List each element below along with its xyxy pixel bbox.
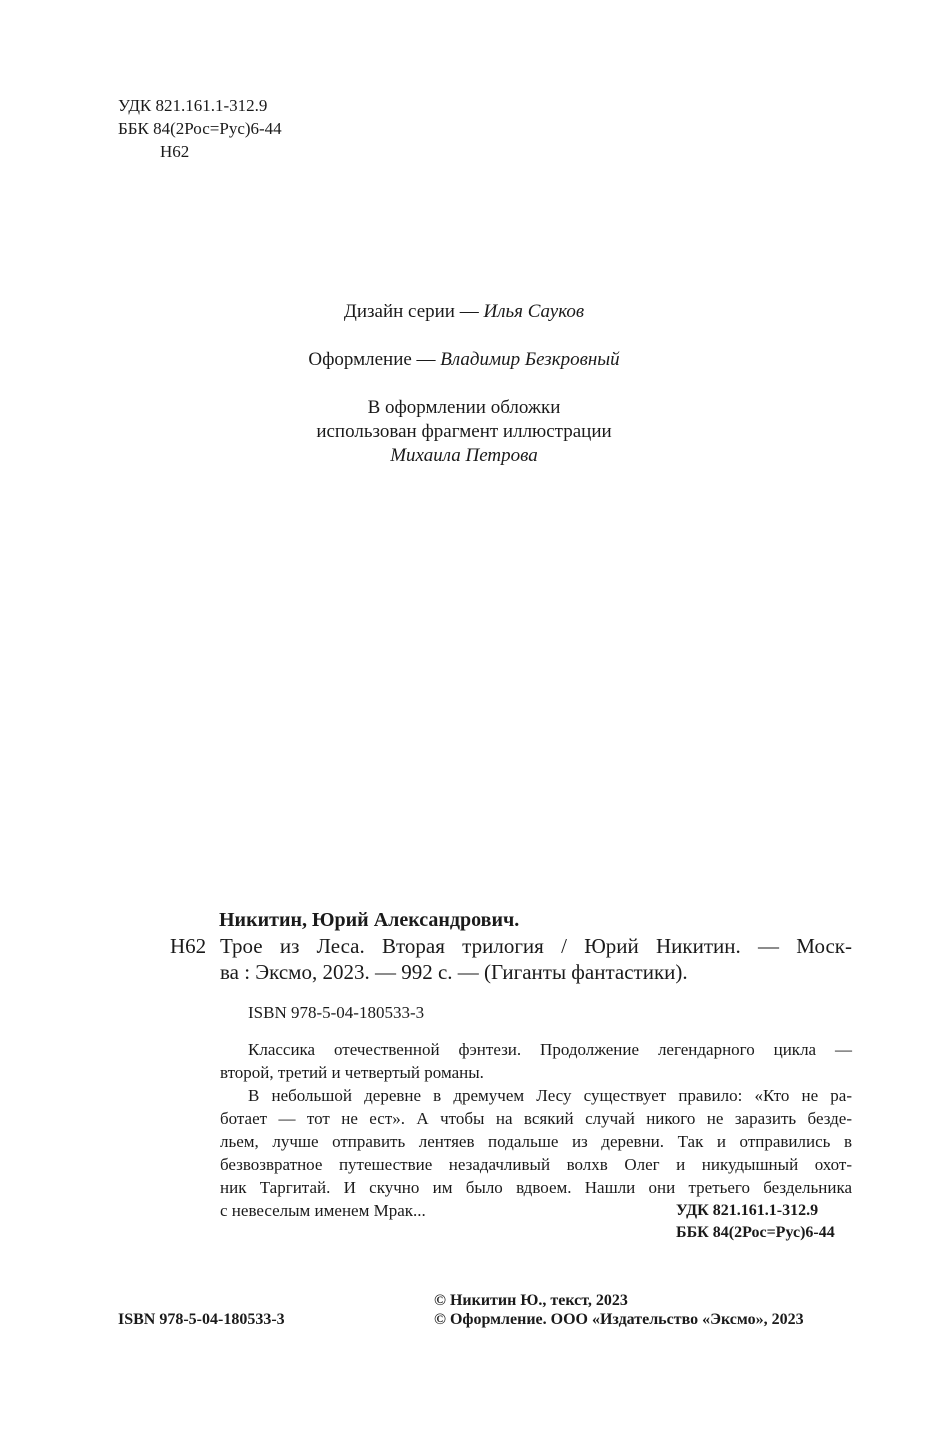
cover-artist-name: Михаила Петрова <box>390 445 538 466</box>
layout-label: Оформление — <box>308 349 441 370</box>
annotation-line: ботает — тот не ест». А чтобы на всякий случай никого не заразить безде- <box>220 1109 852 1128</box>
footer-isbn: ISBN 978-5-04-180533-3 <box>118 1311 285 1328</box>
layout-credit <box>0 348 928 372</box>
annotation-line: безвозвратное путешествие незадачливый волхв Олег и никудышный охот- <box>220 1155 852 1174</box>
classification-udk: УДК 821.161.1-312.9 <box>676 1202 819 1219</box>
annotation-line: второй, третий и четвертый романы. <box>220 1063 484 1082</box>
bbk-code: ББК 84(2Рос=Рус)6-44 <box>118 119 282 138</box>
layout-name: Владимир Безкровный <box>440 349 620 370</box>
copyright-design: © Оформление. ООО «Издательство «Эксмо», 2023 <box>434 1311 804 1328</box>
annotation-line: льем, лучше отправить лентяев подальше из деревни. Так и отправились в <box>220 1132 852 1151</box>
cover-credit-line1: В оформлении обложки <box>367 397 561 418</box>
annotation-line: Классика отечественной фэнтези. Продолжение легендарного цикла — <box>248 1040 852 1059</box>
classification-bbk: ББК 84(2Рос=Рус)6-44 <box>676 1224 835 1241</box>
series-design-credit <box>0 300 928 324</box>
bib-isbn: ISBN 978-5-04-180533-3 <box>248 1003 425 1022</box>
series-design-label: Дизайн серии — <box>343 301 484 322</box>
annotation-line: с невеселым именем Мрак... <box>220 1201 426 1220</box>
bib-author: Никитин, Юрий Александрович. <box>219 909 520 931</box>
copyright-text: © Никитин Ю., текст, 2023 <box>434 1292 628 1309</box>
annotation-line: ник Таргитай. И скучно им было вдвоем. Нашли они третьего бездельника <box>220 1178 852 1197</box>
series-design-name: Илья Сауков <box>483 301 585 322</box>
author-mark: Н62 <box>160 142 190 161</box>
cover-credit-name <box>0 444 928 468</box>
annotation-line: В небольшой деревне в дремучем Лесу существует правило: «Кто не ра- <box>248 1086 852 1105</box>
bib-title-line1: Трое из Леса. Вторая трилогия / Юрий Никитин. — Моск- <box>220 934 852 958</box>
bib-author-mark: Н62 <box>170 934 207 958</box>
cover-credit-line2: использован фрагмент иллюстрации <box>316 421 612 442</box>
bib-title-line2: ва : Эксмо, 2023. — 992 с. — (Гиганты фантастики). <box>220 960 688 984</box>
udk-code: УДК 821.161.1-312.9 <box>118 96 268 115</box>
